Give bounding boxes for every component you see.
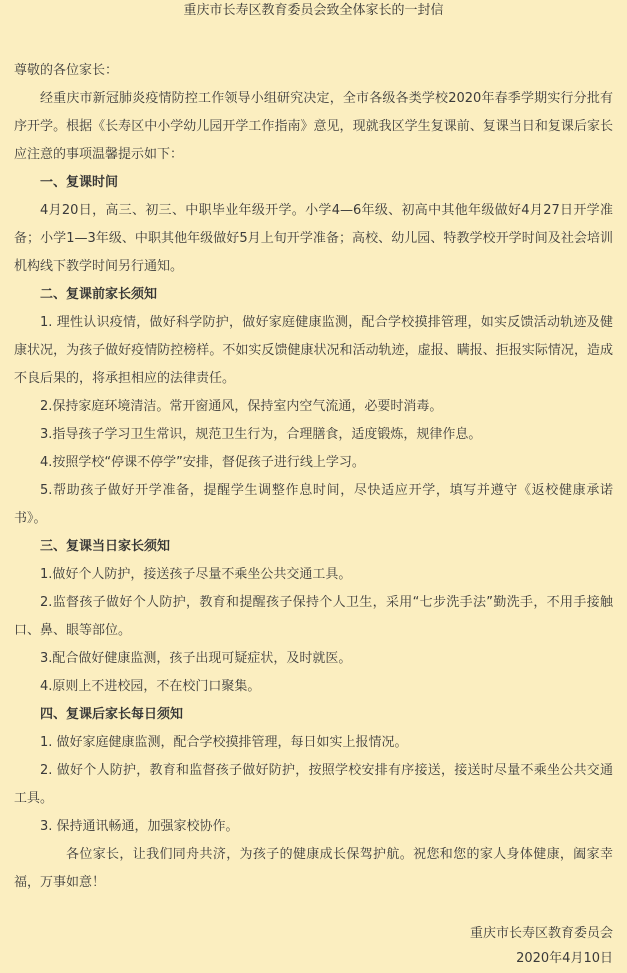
section-heading-before-class: 二、复课前家长须知	[40, 287, 158, 302]
section-item: 4.原则上不进校园，不在校门口聚集。	[40, 679, 261, 694]
intro-paragraph: 经重庆市新冠肺炎疫情防控工作领导小组研究决定，全市各级各类学校2020年春季学期实行分批有序开学。根据《长寿区中小学幼儿园开学工作指南》意见，现就我区学生复课前、复课当日和复课后家长应注意的事项温馨提示如下：	[14, 91, 613, 162]
section-item: 3. 保持通讯畅通，加强家校协作。	[40, 819, 239, 834]
letter-title: 重庆市长寿区教育委员会致全体家长的一封信	[183, 3, 444, 18]
section-heading-first-day: 三、复课当日家长须知	[40, 539, 171, 554]
section-item: 2. 做好个人防护，教育和监督孩子做好防护，按照学校安排有序接送，接送时尽量不乘坐公共交通工具。	[14, 763, 613, 806]
section-item: 2.监督孩子做好个人防护，教育和提醒孩子保持个人卫生，采用“七步洗手法”勤洗手，不用手接触口、鼻、眼等部位。	[14, 595, 613, 638]
section-item: 4.按照学校“停课不停学”安排，督促孩子进行线上学习。	[40, 455, 365, 470]
section-item: 1. 做好家庭健康监测，配合学校摸排管理，每日如实上报情况。	[40, 735, 408, 750]
signature-date: 2020年4月10日	[516, 951, 613, 966]
section-item: 1. 理性认识疫情，做好科学防护，做好家庭健康监测，配合学校摸排管理，如实反馈活动轨迹及健康状况，为孩子做好疫情防控榜样。不如实反馈健康状况和活动轨迹，虚报、瞒报、拒报实际情况，造成不良后果的，将承担相应的法律责任。	[14, 315, 613, 386]
section-item: 3.指导孩子学习卫生常识，规范卫生行为，合理膳食，适度锻炼，规律作息。	[40, 427, 482, 442]
section-heading-daily: 四、复课后家长每日须知	[40, 707, 184, 722]
section-item: 3.配合做好健康监测，孩子出现可疑症状，及时就医。	[40, 651, 352, 666]
section-heading-schedule: 一、复课时间	[40, 175, 119, 190]
section-item: 4月20日，高三、初三、中职毕业年级开学。小学4—6年级、初高中其他年级做好4月27日开学准备；小学1—3年级、中职其他年级做好5月上旬开学准备；高校、幼儿园、特教学校开学时间及社会培训机构线下教学时间另行通知。	[14, 203, 613, 274]
section-item: 2.保持家庭环境清洁。常开窗通风，保持室内空气流通，必要时消毒。	[40, 399, 443, 414]
closing-paragraph: 各位家长，让我们同舟共济，为孩子的健康成长保驾护航。祝您和您的家人身体健康，阖家幸福，万事如意！	[14, 847, 613, 890]
signature: 重庆市长寿区教育委员会	[469, 926, 613, 941]
section-item: 1.做好个人防护，接送孩子尽量不乘坐公共交通工具。	[40, 567, 352, 582]
greeting: 尊敬的各位家长：	[14, 63, 119, 78]
section-item: 5.帮助孩子做好开学准备，提醒学生调整作息时间，尽快适应开学，填写并遵守《返校健康承诺书》。	[14, 483, 613, 526]
